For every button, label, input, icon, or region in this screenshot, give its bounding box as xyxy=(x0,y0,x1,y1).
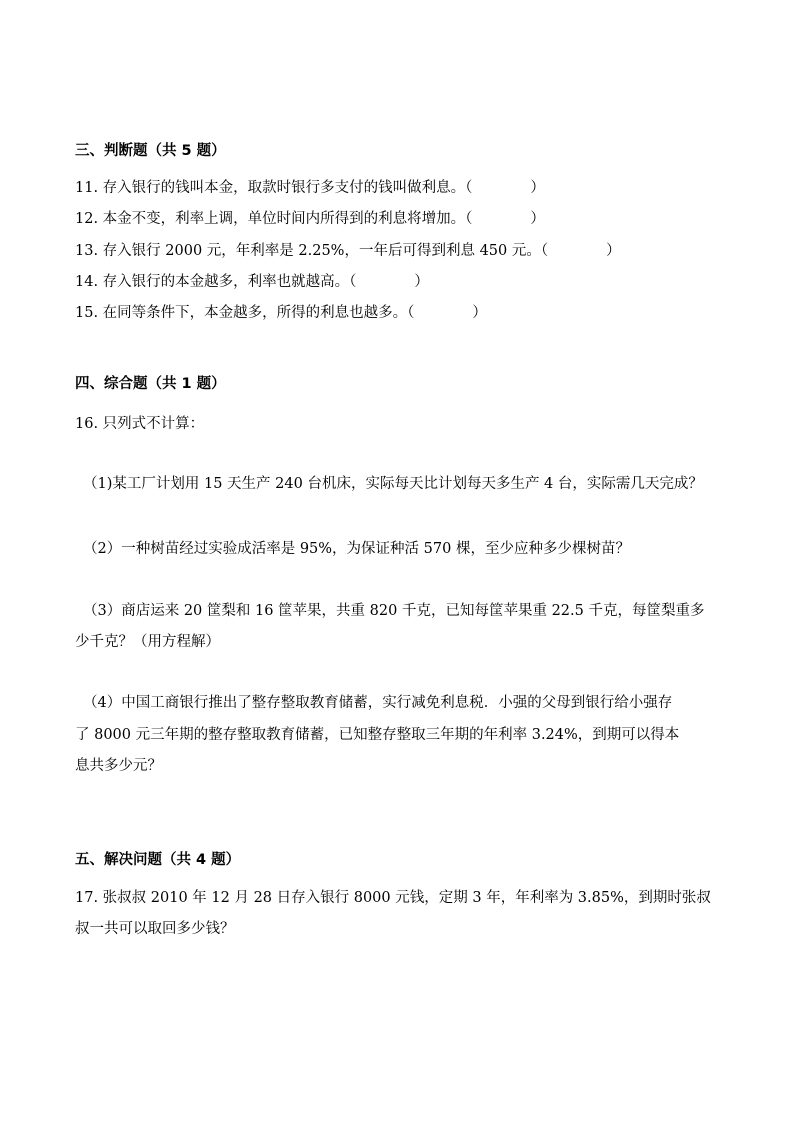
question-11: 11. 存入银行的钱叫本金，取款时银行多支付的钱叫做利息。（ ） xyxy=(75,180,545,196)
question-16-part-3-line-2: 少千克？（用方程解） xyxy=(75,634,220,650)
question-16-part-4-line-3: 息共多少元？ xyxy=(75,758,162,774)
question-16-part-4-line-2: 了 8000 元三年期的整存整取教育储蓄，已知整存整取三年期的年利率 3.24%，到期可以得本 xyxy=(75,727,680,743)
question-16-part-1: （1)某工厂计划用 15 天生产 240 台机床，实际每天比计划每天多生产 4 台，实际需几天完成？ xyxy=(83,476,703,492)
question-13: 13. 存入银行 2000 元，年利率是 2.25%，一年后可得到利息 450 元。（ ） xyxy=(75,243,621,259)
question-14: 14. 存入银行的本金越多，利率也就越高。（ ） xyxy=(75,274,429,290)
section-4-heading: 四、综合题（共 1 题） xyxy=(75,376,226,392)
question-16-part-4-line-1: （4）中国工商银行推出了整存整取教育储蓄，实行减免利息税．小强的父母到银行给小强存 xyxy=(83,695,673,711)
question-17-line-1: 17. 张叔叔 2010 年 12 月 28 日存入银行 8000 元钱，定期 3 年，年利率为 3.85%，到期时张叔 xyxy=(75,890,711,906)
question-16: 16. 只列式不计算： xyxy=(75,416,205,432)
question-12: 12. 本金不变，利率上调，单位时间内所得到的利息将增加。（ ） xyxy=(75,211,545,227)
question-17-line-2: 叔一共可以取回多少钱？ xyxy=(75,921,235,937)
question-16-part-2: （2）一种树苗经过实验成活率是 95%，为保证种活 570 棵，至少应种多少棵树苗？ xyxy=(83,541,630,557)
question-15: 15. 在同等条件下，本金越多，所得的利息也越多。（ ） xyxy=(75,305,487,321)
question-16-part-3-line-1: （3）商店运来 20 筐梨和 16 筐苹果，共重 820 千克，已知每筐苹果重 22.5 千克，每筐梨重多 xyxy=(83,603,705,619)
section-3-heading: 三、判断题（共 5 题） xyxy=(75,143,226,159)
section-5-heading: 五、解决问题（共 4 题） xyxy=(75,852,241,868)
